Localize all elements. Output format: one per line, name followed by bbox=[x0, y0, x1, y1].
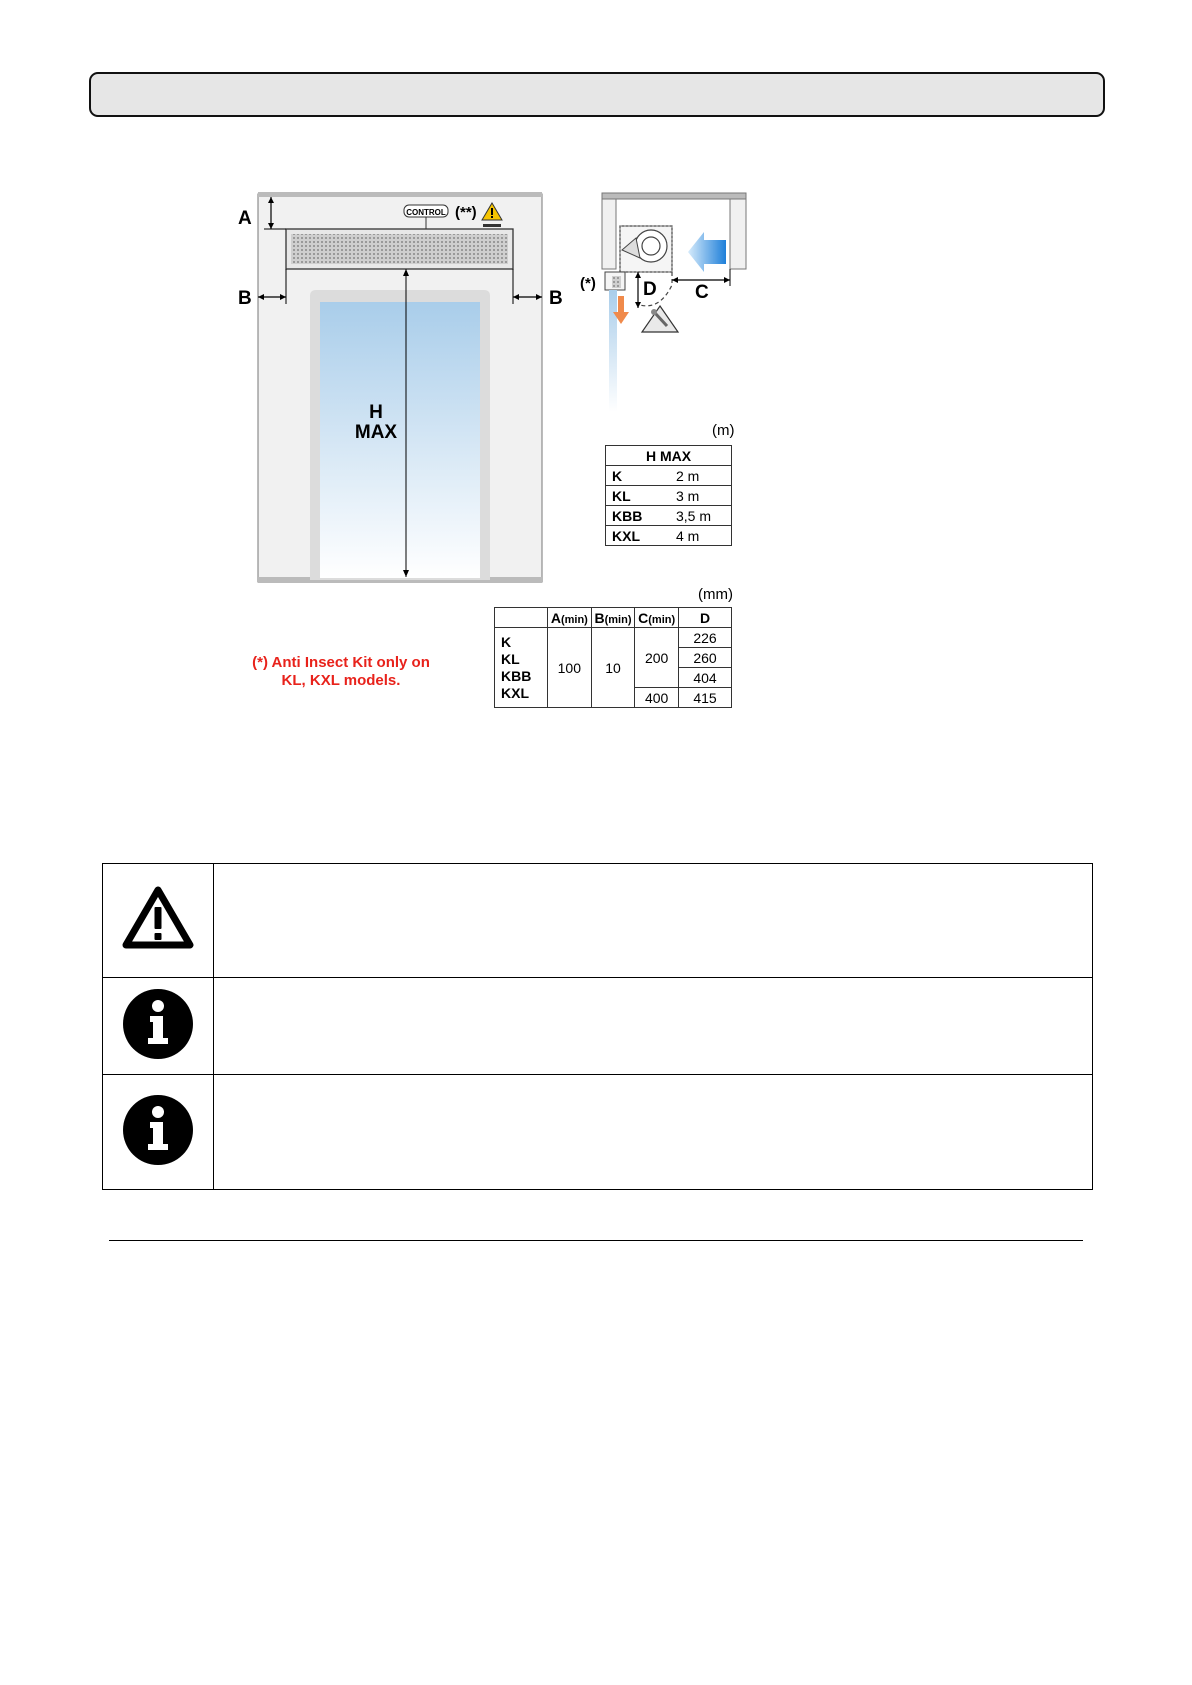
info-text-cell bbox=[214, 1075, 1093, 1190]
hmax-value: 3,5 m bbox=[670, 506, 732, 526]
dimension-label-b-right: B bbox=[549, 288, 563, 309]
hmax-model: KBB bbox=[606, 506, 671, 526]
single-asterisk-label: (*) bbox=[580, 275, 596, 292]
double-asterisk-label: (**) bbox=[455, 204, 477, 221]
b-value: 10 bbox=[591, 628, 635, 708]
hmax-model: KL bbox=[606, 486, 671, 506]
header-a-sub: (min) bbox=[560, 613, 588, 626]
c-value-2: 400 bbox=[635, 688, 679, 708]
model-name: K bbox=[501, 633, 512, 650]
hmax-table-unit: (m) bbox=[712, 422, 735, 439]
dim-table-unit: (mm) bbox=[698, 586, 733, 603]
front-view bbox=[238, 192, 563, 582]
warning-row bbox=[103, 864, 1093, 978]
info-icon bbox=[122, 1094, 194, 1166]
table-header-row bbox=[606, 446, 732, 466]
info-icon-cell bbox=[103, 1075, 214, 1190]
hmax-model: K bbox=[606, 466, 671, 486]
wrench-warning-icon bbox=[642, 306, 678, 332]
header-a-letter: A bbox=[550, 609, 561, 626]
footer-divider bbox=[109, 1240, 1083, 1241]
dimension-label-d: D bbox=[643, 279, 657, 300]
info-icon bbox=[122, 988, 194, 1060]
side-view bbox=[580, 193, 746, 412]
warning-text-cell bbox=[214, 864, 1093, 978]
header-c-letter: C bbox=[638, 609, 649, 626]
model-list-cell bbox=[495, 628, 548, 708]
d-value: 226 bbox=[679, 628, 732, 648]
dimension-label-h: H bbox=[369, 402, 383, 423]
info-icon-cell bbox=[103, 978, 214, 1075]
anti-insect-note bbox=[236, 654, 446, 690]
table-row bbox=[606, 506, 732, 526]
warning-icon-cell bbox=[103, 864, 214, 978]
warning-icon bbox=[122, 885, 194, 951]
table-row bbox=[606, 486, 732, 506]
hmax-header: H MAX bbox=[606, 446, 732, 466]
d-value: 404 bbox=[679, 668, 732, 688]
table-row bbox=[606, 466, 732, 486]
dimension-table bbox=[494, 607, 732, 708]
dimension-label-c: C bbox=[695, 282, 709, 303]
hmax-model: KXL bbox=[606, 526, 671, 546]
notes-table bbox=[102, 863, 1093, 1190]
info-text-cell bbox=[214, 978, 1093, 1075]
hmax-table bbox=[605, 445, 732, 546]
info-row bbox=[103, 1075, 1093, 1190]
header-a bbox=[548, 608, 592, 628]
hmax-value: 4 m bbox=[670, 526, 732, 546]
header-d: D bbox=[679, 608, 732, 628]
header-c-sub: (min) bbox=[648, 613, 676, 626]
header-b bbox=[591, 608, 635, 628]
dimension-label-b-left: B bbox=[238, 288, 252, 309]
d-value: 415 bbox=[679, 688, 732, 708]
empty-header-cell bbox=[495, 608, 548, 628]
table-row bbox=[495, 628, 732, 648]
d-value: 260 bbox=[679, 648, 732, 668]
table-row bbox=[606, 526, 732, 546]
hmax-value: 2 m bbox=[670, 466, 732, 486]
header-b-letter: B bbox=[594, 609, 605, 626]
control-label: CONTROL bbox=[406, 208, 446, 217]
hmax-value: 3 m bbox=[670, 486, 732, 506]
dimension-label-max: MAX bbox=[354, 422, 398, 443]
header-c bbox=[635, 608, 679, 628]
model-name: KL bbox=[501, 650, 520, 667]
info-row bbox=[103, 978, 1093, 1075]
model-name: KBB bbox=[501, 667, 532, 684]
model-name: KXL bbox=[501, 684, 529, 701]
note-line-2: KL, KXL models. bbox=[281, 672, 401, 689]
dimension-label-a: A bbox=[238, 208, 252, 229]
header-b-sub: (min) bbox=[604, 613, 632, 626]
c-value-1: 200 bbox=[635, 628, 679, 688]
a-value: 100 bbox=[548, 628, 592, 708]
table-header-row bbox=[495, 608, 732, 628]
note-line-1: (*) Anti Insect Kit only on bbox=[252, 654, 430, 671]
